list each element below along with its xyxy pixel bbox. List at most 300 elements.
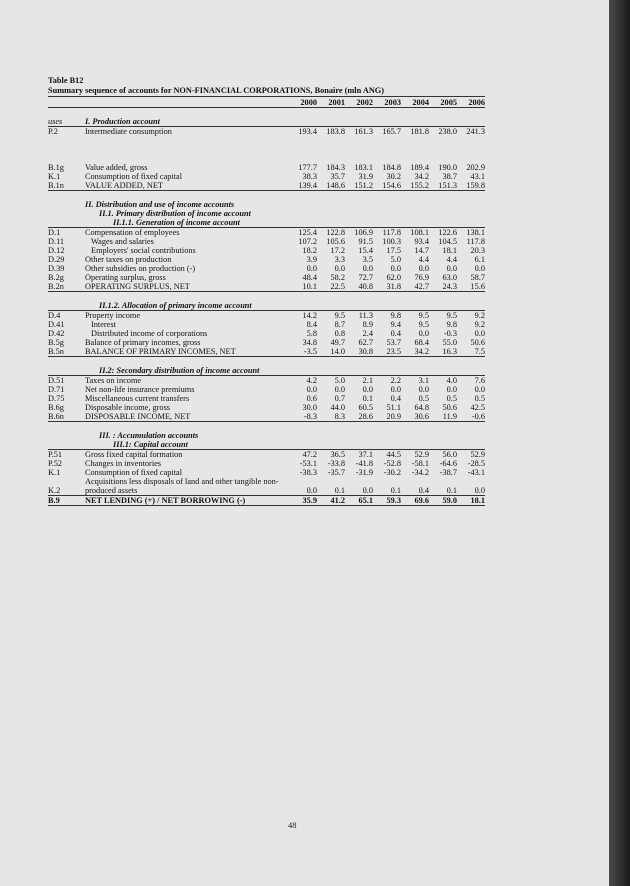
row-label: Consumption of fixed capital <box>85 172 183 181</box>
value-cell: 0.6 <box>306 394 317 403</box>
value-cell: 41.2 <box>317 496 345 506</box>
value-cell: 0.0 <box>289 486 317 496</box>
value-cell: 64.8 <box>414 403 429 412</box>
value-cell: 9.5 <box>418 311 429 320</box>
value-cell: 8.9 <box>362 320 373 329</box>
value-cell: 0.4 <box>390 329 401 338</box>
value-cell: 0.0 <box>306 264 317 273</box>
value-cell: 11.9 <box>429 412 457 422</box>
value-cell: 2.1 <box>362 376 373 385</box>
value-cell: 125.4 <box>298 228 317 237</box>
value-cell: 3.9 <box>306 255 317 264</box>
value-cell: 52.9 <box>414 450 429 459</box>
value-cell: 35.9 <box>289 496 317 506</box>
row-label: Operating surplus, gross <box>85 273 166 282</box>
value-cell: 20.3 <box>470 246 485 255</box>
row-label: Acquisitions less disposals of land and other tangible non- <box>85 477 279 486</box>
value-cell: 31.8 <box>373 282 401 292</box>
value-cell: 117.8 <box>382 228 401 237</box>
value-cell: 5.8 <box>306 329 317 338</box>
row-code: D.12 <box>48 246 65 255</box>
value-cell: 58.2 <box>330 273 345 282</box>
value-cell: 0.0 <box>390 385 401 394</box>
year-header: 2002 <box>345 97 373 108</box>
value-cell: 14.0 <box>317 347 345 357</box>
section-heading-row <box>48 218 485 228</box>
table-row <box>48 486 485 496</box>
value-cell: 30.0 <box>302 403 317 412</box>
section-heading: II.2: Secondary distribution of income account <box>85 366 485 376</box>
value-cell: 48.4 <box>302 273 317 282</box>
section-heading: III. : Accumulation accounts <box>99 431 199 440</box>
value-cell: 8.3 <box>317 412 345 422</box>
value-cell: -38.3 <box>299 468 317 477</box>
value-cell: 3.1 <box>418 376 429 385</box>
table-row <box>48 450 485 460</box>
value-cell: 0.4 <box>390 394 401 403</box>
row-label: VALUE ADDED, NET <box>85 181 289 191</box>
row-label: Distributed income of corporations <box>91 329 208 338</box>
value-cell: -0.3 <box>443 329 457 338</box>
value-cell: 5.0 <box>390 255 401 264</box>
value-cell: -3.5 <box>289 347 317 357</box>
value-cell: -35.7 <box>327 468 345 477</box>
value-cell: 15.6 <box>457 282 485 292</box>
value-cell: 52.9 <box>470 450 485 459</box>
value-cell: 23.5 <box>373 347 401 357</box>
section-heading: II. Distribution and use of income accounts <box>85 200 235 209</box>
table-label: Table B12 <box>48 76 84 85</box>
row-label: BALANCE OF PRIMARY INCOMES, NET <box>85 347 289 357</box>
value-cell: 63.0 <box>442 273 457 282</box>
table-row <box>48 163 485 172</box>
table-row <box>48 172 485 181</box>
value-cell: 36.5 <box>330 450 345 459</box>
row-code: K.1 <box>48 172 61 181</box>
value-cell: 181.8 <box>410 127 429 136</box>
value-cell: 0.0 <box>418 329 429 338</box>
spacer-row <box>48 191 485 201</box>
table-row <box>48 127 485 137</box>
value-cell: 38.3 <box>302 172 317 181</box>
value-cell: -64.6 <box>439 459 457 468</box>
table-row <box>48 320 485 329</box>
value-cell: 0.0 <box>474 385 485 394</box>
value-cell: 37.1 <box>358 450 373 459</box>
value-cell: 42.7 <box>401 282 429 292</box>
value-cell: -28.5 <box>467 459 485 468</box>
value-cell: 34.8 <box>302 338 317 347</box>
value-cell: 8.7 <box>334 320 345 329</box>
row-label: Intermediate consumption <box>85 127 172 136</box>
value-cell: 117.8 <box>466 237 485 246</box>
section-heading: II.1.1. Generation of income account <box>85 218 485 228</box>
table-row <box>48 273 485 282</box>
table-row <box>48 403 485 412</box>
value-cell: 238.0 <box>438 127 457 136</box>
value-cell: 28.6 <box>345 412 373 422</box>
value-cell: 22.5 <box>317 282 345 292</box>
value-cell: 183.1 <box>354 163 373 172</box>
table-row <box>48 496 485 506</box>
code-cell <box>48 431 85 440</box>
value-cell: 3.3 <box>334 255 345 264</box>
spacer-row <box>48 108 485 118</box>
value-cell: 0.0 <box>418 385 429 394</box>
code-cell <box>48 301 85 311</box>
value-cell: 53.7 <box>386 338 401 347</box>
row-label: Taxes on income <box>85 376 142 385</box>
code-cell <box>48 440 85 450</box>
value-cell: -34.2 <box>411 468 429 477</box>
value-cell: 0.5 <box>474 394 485 403</box>
row-code: D.75 <box>48 394 65 403</box>
value-cell: -58.1 <box>411 459 429 468</box>
value-cell: 40.8 <box>345 282 373 292</box>
value-cell: 56.0 <box>442 450 457 459</box>
table-row <box>48 385 485 394</box>
value-cell: -31.9 <box>355 468 373 477</box>
code-header <box>48 97 85 108</box>
row-label: Disposable income, gross <box>85 403 171 412</box>
value-cell: 58.7 <box>470 273 485 282</box>
value-cell: 17.5 <box>386 246 401 255</box>
value-cell: 44.0 <box>330 403 345 412</box>
value-cell: 0.8 <box>334 329 345 338</box>
value-cell: -0.6 <box>457 412 485 422</box>
value-cell: 106.9 <box>354 228 373 237</box>
value-cell: 139.4 <box>289 181 317 191</box>
value-cell: 55.0 <box>442 338 457 347</box>
value-cell: 105.6 <box>326 237 345 246</box>
table-row <box>48 282 485 292</box>
value-cell: 93.4 <box>414 237 429 246</box>
row-code: D.29 <box>48 255 65 264</box>
uses-label: uses <box>48 117 85 127</box>
value-cell: 16.3 <box>429 347 457 357</box>
value-cell: 0.1 <box>362 394 373 403</box>
row-code: D.41 <box>48 320 65 329</box>
section-heading: II.1. Primary distribution of income account <box>99 209 251 218</box>
row-code: B.1n <box>48 181 85 191</box>
value-cell: 51.1 <box>386 403 401 412</box>
value-cell: 241.3 <box>466 127 485 136</box>
value-cell: 0.0 <box>306 385 317 394</box>
value-cell: 0.0 <box>362 385 373 394</box>
row-code: K.1 <box>48 468 61 477</box>
table-row <box>48 264 485 273</box>
page-edge-shadow <box>609 0 630 886</box>
row-code: P.52 <box>48 459 63 468</box>
value-cell: 31.9 <box>358 172 373 181</box>
table-row <box>48 311 485 321</box>
value-cell: 8.4 <box>306 320 317 329</box>
row-label: Gross fixed capital formation <box>85 450 183 459</box>
value-cell: 5.0 <box>334 376 345 385</box>
value-cell: 0.0 <box>446 264 457 273</box>
value-cell: 65.1 <box>345 496 373 506</box>
value-cell: 4.2 <box>306 376 317 385</box>
row-code: D.51 <box>48 376 65 385</box>
year-header-row <box>48 97 485 108</box>
value-cell: 184.8 <box>382 163 401 172</box>
accounts-table <box>48 97 485 506</box>
value-cell: 0.5 <box>418 394 429 403</box>
value-cell: 0.1 <box>429 486 457 496</box>
value-cell: 2.2 <box>390 376 401 385</box>
value-cell: 6.1 <box>474 255 485 264</box>
value-cell: 100.3 <box>382 237 401 246</box>
value-cell: 4.0 <box>446 376 457 385</box>
value-cell: 30.6 <box>401 412 429 422</box>
spacer-row <box>48 357 485 367</box>
section-heading-row <box>48 431 485 440</box>
row-label: Other taxes on production <box>85 255 172 264</box>
year-header: 2001 <box>317 97 345 108</box>
value-cell: 76.9 <box>414 273 429 282</box>
value-cell: 34.2 <box>414 172 429 181</box>
table-title: Summary sequence of accounts for NON-FINANCIAL CORPORATIONS, Bonaire (mln ANG) <box>48 86 485 97</box>
value-cell: 154.6 <box>373 181 401 191</box>
value-cell: -52.8 <box>383 459 401 468</box>
value-cell: 68.4 <box>414 338 429 347</box>
table-row <box>48 255 485 264</box>
row-code: B.2g <box>48 273 64 282</box>
spacer-row <box>48 136 485 154</box>
value-cell: -53.1 <box>299 459 317 468</box>
value-cell: 165.7 <box>382 127 401 136</box>
value-cell: 0.0 <box>334 264 345 273</box>
section-heading-row <box>48 209 485 218</box>
value-cell: 30.2 <box>386 172 401 181</box>
value-cell: 9.2 <box>474 320 485 329</box>
value-cell: 4.4 <box>418 255 429 264</box>
value-cell: 47.2 <box>302 450 317 459</box>
value-cell: 15.4 <box>358 246 373 255</box>
value-cell: 14.2 <box>302 311 317 320</box>
value-cell: 9.5 <box>334 311 345 320</box>
value-cell: -30.2 <box>383 468 401 477</box>
value-cell: 91.5 <box>358 237 373 246</box>
code-cell <box>48 218 85 228</box>
table-row <box>48 329 485 338</box>
row-label: Compensation of employees <box>85 228 180 237</box>
value-cell: 59.3 <box>373 496 401 506</box>
table-row <box>48 394 485 403</box>
value-cell: 43.1 <box>470 172 485 181</box>
row-label: produced assets <box>85 486 289 496</box>
row-code: D.42 <box>48 329 65 338</box>
value-cell: 10.1 <box>289 282 317 292</box>
row-label: Interest <box>91 320 116 329</box>
label-header <box>85 97 289 108</box>
row-code <box>48 477 85 486</box>
value-cell: 0.0 <box>474 264 485 273</box>
row-label: Property income <box>85 311 141 320</box>
row-label: OPERATING SURPLUS, NET <box>85 282 289 292</box>
value-cell: 72.7 <box>358 273 373 282</box>
value-cell: 60.5 <box>358 403 373 412</box>
value-cell: 2.4 <box>362 329 373 338</box>
value-cell: 18.1 <box>442 246 457 255</box>
value-cell: 0.0 <box>474 329 485 338</box>
row-label: Wages and salaries <box>91 237 154 246</box>
year-header: 2006 <box>457 97 485 108</box>
table-row <box>48 338 485 347</box>
value-cell: 50.6 <box>442 403 457 412</box>
table-b12 <box>48 76 485 506</box>
value-cell: 30.8 <box>345 347 373 357</box>
value-cell: 0.0 <box>457 486 485 496</box>
value-cell: 193.4 <box>298 127 317 136</box>
row-code: K.2 <box>48 486 85 496</box>
code-cell <box>48 366 85 376</box>
value-cell: 18.2 <box>302 246 317 255</box>
value-cell: -8.3 <box>289 412 317 422</box>
row-code: P.51 <box>48 450 63 459</box>
value-cell: 0.5 <box>446 394 457 403</box>
value-cell: 3.5 <box>362 255 373 264</box>
row-label: Other subsidies on production (-) <box>85 264 196 273</box>
section-heading: III.1: Capital account <box>85 440 485 450</box>
value-cell: -38.7 <box>439 468 457 477</box>
row-code: B.6n <box>48 412 85 422</box>
value-cell: 9.4 <box>390 320 401 329</box>
year-header: 2003 <box>373 97 401 108</box>
table-row <box>48 477 485 486</box>
row-code: B.1g <box>48 163 64 172</box>
section-heading-row <box>48 301 485 311</box>
row-label: DISPOSABLE INCOME, NET <box>85 412 289 422</box>
value-cell: -43.1 <box>467 468 485 477</box>
value-cell: 62.7 <box>358 338 373 347</box>
value-cell: 190.0 <box>438 163 457 172</box>
row-label: Changes in inventories <box>85 459 162 468</box>
value-cell: 122.8 <box>326 228 345 237</box>
table-row <box>48 347 485 357</box>
production-heading-row <box>48 117 485 127</box>
table-row <box>48 459 485 468</box>
row-code: B.9 <box>48 496 85 506</box>
value-cell: 11.3 <box>358 311 373 320</box>
value-cell: 0.0 <box>362 264 373 273</box>
value-cell: 35.7 <box>330 172 345 181</box>
value-cell: 122.6 <box>438 228 457 237</box>
value-cell: 151.2 <box>345 181 373 191</box>
value-cell: 59.0 <box>429 496 457 506</box>
code-cell <box>48 209 85 218</box>
row-label: Net non-life insurance premiums <box>85 385 195 394</box>
row-code: D.4 <box>48 311 61 320</box>
value-cell: 0.0 <box>390 264 401 273</box>
value-cell: 20.9 <box>373 412 401 422</box>
row-label: Employers' social contributions <box>91 246 196 255</box>
value-cell: 7.5 <box>457 347 485 357</box>
value-cell: 9.8 <box>446 320 457 329</box>
value-cell: 138.1 <box>466 228 485 237</box>
table-row <box>48 246 485 255</box>
section-heading-row <box>48 440 485 450</box>
value-cell: 202.9 <box>466 163 485 172</box>
row-code: D.71 <box>48 385 65 394</box>
table-row <box>48 181 485 191</box>
value-cell: 104.5 <box>438 237 457 246</box>
value-cell: 24.3 <box>429 282 457 292</box>
row-code: B.6g <box>48 403 64 412</box>
value-cell: 0.0 <box>418 264 429 273</box>
value-cell: 108.1 <box>410 228 429 237</box>
year-header: 2005 <box>429 97 457 108</box>
value-cell: 38.7 <box>442 172 457 181</box>
value-cell: 49.7 <box>330 338 345 347</box>
row-label: NET LENDING (+) / NET BORROWING (-) <box>85 496 289 506</box>
row-label: Consumption of fixed capital <box>85 468 183 477</box>
value-cell: 189.4 <box>410 163 429 172</box>
year-header: 2004 <box>401 97 429 108</box>
row-label: Miscellaneous current transfers <box>85 394 190 403</box>
row-code: B.2n <box>48 282 85 292</box>
value-cell: -33.8 <box>327 459 345 468</box>
value-cell: 0.0 <box>345 486 373 496</box>
page-number: 48 <box>288 820 297 830</box>
value-cell: -41.8 <box>355 459 373 468</box>
value-cell: 0.1 <box>317 486 345 496</box>
table-row <box>48 412 485 422</box>
table-row <box>48 228 485 238</box>
value-cell: 18.1 <box>457 496 485 506</box>
value-cell: 62.0 <box>386 273 401 282</box>
row-label: Value added, gross <box>85 163 148 172</box>
value-cell: 151.3 <box>429 181 457 191</box>
table-row <box>48 237 485 246</box>
spacer-row <box>48 422 485 432</box>
section-heading: I. Production account <box>85 117 485 127</box>
table-row <box>48 376 485 386</box>
value-cell: 44.5 <box>386 450 401 459</box>
value-cell: 69.6 <box>401 496 429 506</box>
row-code: D.11 <box>48 237 65 246</box>
section-heading-row <box>48 200 485 209</box>
value-cell: 9.5 <box>446 311 457 320</box>
row-code: B.5n <box>48 347 85 357</box>
value-cell: 184.3 <box>326 163 345 172</box>
value-cell: 0.4 <box>401 486 429 496</box>
value-cell: 14.7 <box>414 246 429 255</box>
row-code: P.2 <box>48 127 58 136</box>
value-cell: 159.8 <box>457 181 485 191</box>
code-cell <box>48 200 85 209</box>
value-cell: 107.2 <box>298 237 317 246</box>
value-cell: 50.6 <box>470 338 485 347</box>
section-heading-row <box>48 366 485 376</box>
value-cell: 42.5 <box>470 403 485 412</box>
value-cell: 9.8 <box>390 311 401 320</box>
value-cell: 0.1 <box>373 486 401 496</box>
spacer-row <box>48 292 485 302</box>
value-cell: 9.5 <box>418 320 429 329</box>
value-cell: 155.2 <box>401 181 429 191</box>
value-cell: 177.7 <box>298 163 317 172</box>
value-cell: 17.2 <box>330 246 345 255</box>
year-header: 2000 <box>289 97 317 108</box>
section-heading: II.1.2. Allocation of primary income account <box>85 301 485 311</box>
value-cell: 161.3 <box>354 127 373 136</box>
row-code: B.5g <box>48 338 64 347</box>
spacer-row <box>48 154 485 163</box>
row-code: D.39 <box>48 264 65 273</box>
row-label: Balance of primary incomes, gross <box>85 338 201 347</box>
value-cell: 9.2 <box>474 311 485 320</box>
